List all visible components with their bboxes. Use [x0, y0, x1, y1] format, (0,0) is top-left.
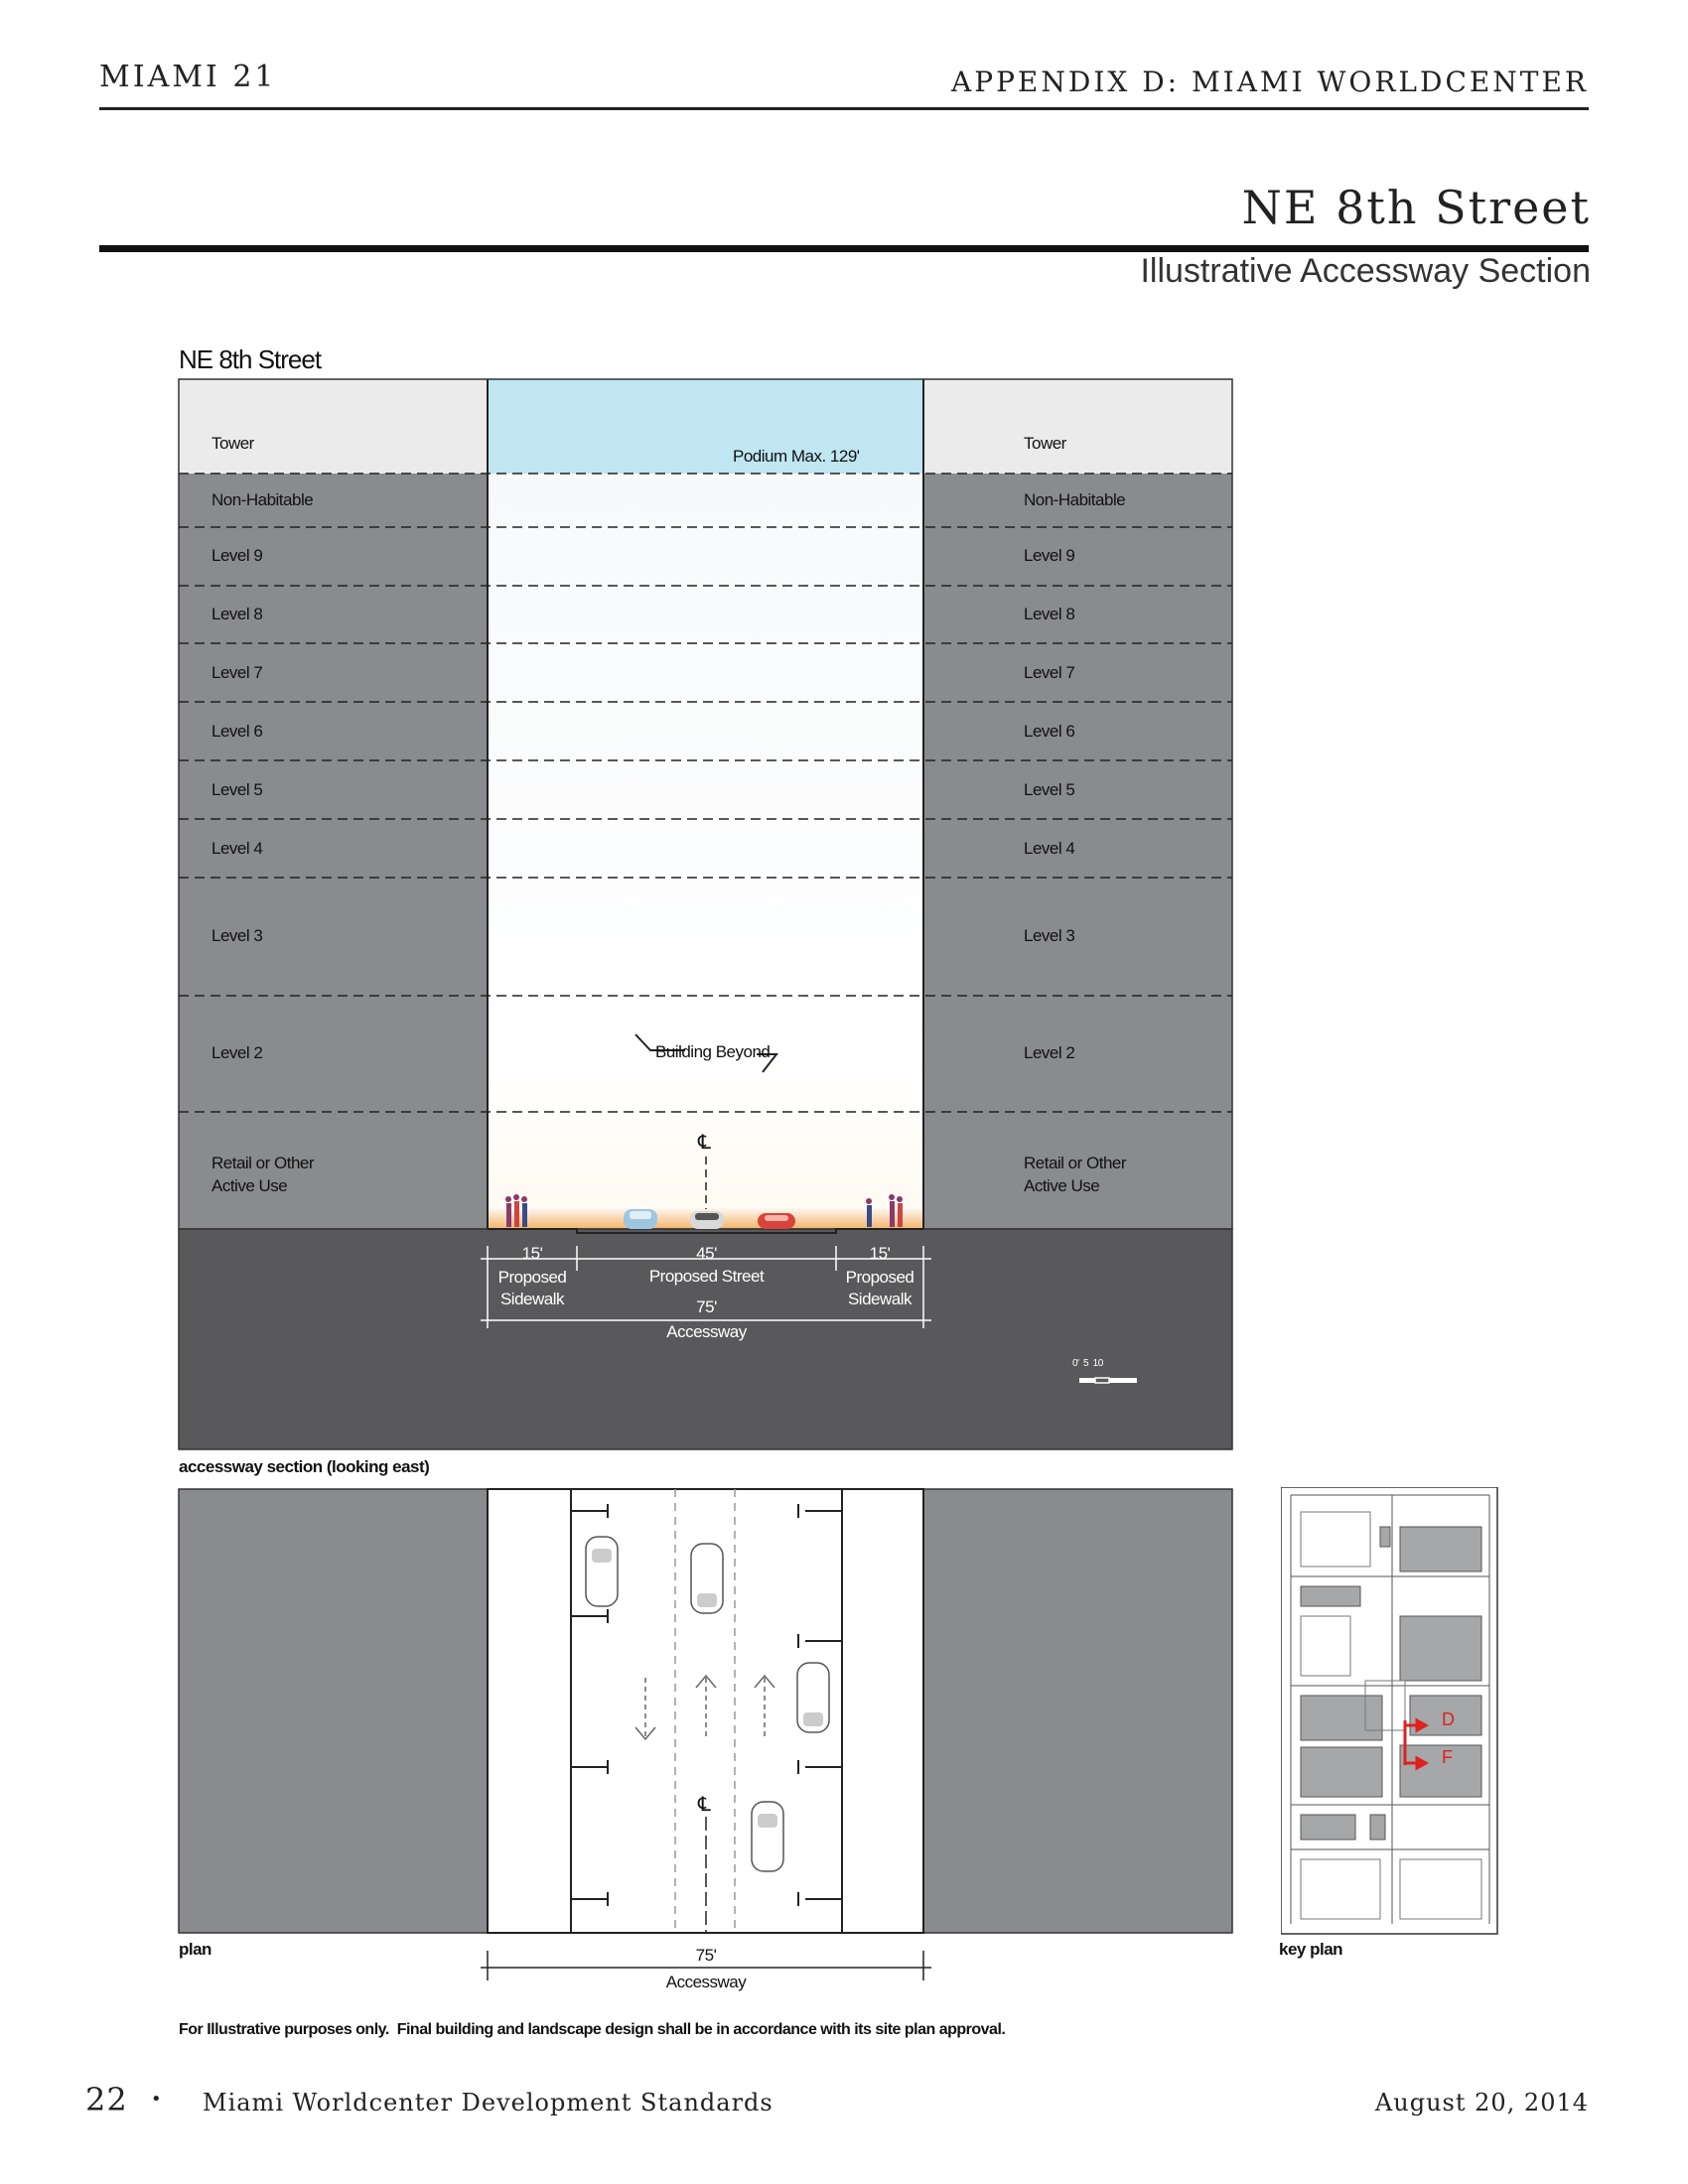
right-level-5: Level 5 [1024, 780, 1075, 799]
right-level-3: Level 3 [1024, 926, 1075, 945]
right-level-4: Level 4 [1024, 839, 1075, 858]
right-level-tower: Tower [1024, 434, 1066, 453]
left-level-3: Level 3 [211, 926, 263, 945]
pedestrians-left [505, 1194, 527, 1227]
footer-bullet: • [151, 2089, 163, 2110]
total-label: Accessway [666, 1322, 747, 1341]
sidewalk-right-label: Proposed Sidewalk [845, 1268, 914, 1308]
key-marker-d: D [1442, 1709, 1455, 1729]
right-level-8: Level 8 [1024, 605, 1075, 623]
right-level-2: Level 2 [1024, 1043, 1075, 1062]
plan-label: Accessway [665, 1973, 747, 1991]
figure-title: NE 8th Street [179, 344, 322, 374]
left-level-5: Level 5 [211, 780, 263, 799]
building-beyond-label: Building Beyond [655, 1042, 771, 1061]
plan-width: 75' [695, 1946, 717, 1965]
sidewalk-right-width: 15' [869, 1244, 891, 1263]
left-tower [179, 379, 488, 474]
page-title: NE 8th Street [1241, 181, 1591, 234]
header-left: MIAMI 21 [99, 60, 277, 94]
plan-centerline: ℄ [698, 1794, 711, 1816]
left-level-2: Level 2 [211, 1043, 263, 1062]
left-level-9: Level 9 [211, 546, 263, 565]
right-level-6: Level 6 [1024, 722, 1075, 741]
total-width: 75' [696, 1297, 717, 1316]
street-width: 45' [696, 1244, 717, 1263]
left-level-7: Level 7 [211, 663, 263, 682]
car-center [690, 1211, 724, 1229]
street-label: Proposed Street [648, 1267, 765, 1286]
right-level-nonhabitable: Non-Habitable [1024, 490, 1126, 509]
right-level-9: Level 9 [1024, 546, 1075, 565]
key-marker-f: F [1442, 1747, 1453, 1767]
key-plan [1281, 1487, 1499, 1936]
sidewalk-left-width: 15' [521, 1244, 543, 1263]
scale-labels: 0' 5 10 [1072, 1358, 1103, 1369]
centerline-symbol: ℄ [698, 1132, 711, 1154]
right-level-7: Level 7 [1024, 663, 1075, 682]
footer-date: August 20, 2014 [1374, 2089, 1589, 2116]
left-level-retail: Retail or Other Active Use [211, 1154, 315, 1195]
left-level-tower: Tower [211, 434, 254, 453]
section-caption: accessway section (looking east) [179, 1457, 430, 1476]
left-level-6: Level 6 [211, 722, 263, 741]
sidewalk-left-label: Proposed Sidewalk [497, 1268, 567, 1308]
page-subtitle: Illustrative Accessway Section [1140, 252, 1591, 290]
page-number: 22 [85, 2081, 128, 2118]
key-plan-caption: key plan [1279, 1940, 1343, 1959]
footer-doc-title: Miami Worldcenter Development Standards [203, 2089, 774, 2116]
plan-caption: plan [179, 1940, 211, 1959]
street-gap [488, 379, 923, 1229]
left-level-nonhabitable: Non-Habitable [211, 490, 314, 509]
right-level-retail: Retail or Other Active Use [1024, 1154, 1127, 1195]
left-level-8: Level 8 [211, 605, 263, 623]
car-right [758, 1213, 795, 1229]
left-level-4: Level 4 [211, 839, 263, 858]
car-left [624, 1209, 657, 1229]
header-right: APPENDIX D: MIAMI WORLDCENTER [951, 66, 1589, 98]
right-tower [923, 379, 1232, 474]
podium-label: Podium Max. 129' [733, 447, 860, 466]
disclaimer: For Illustrative purposes only. Final building and landscape design shall be in accordance with its site plan approval. [179, 2021, 1006, 2038]
